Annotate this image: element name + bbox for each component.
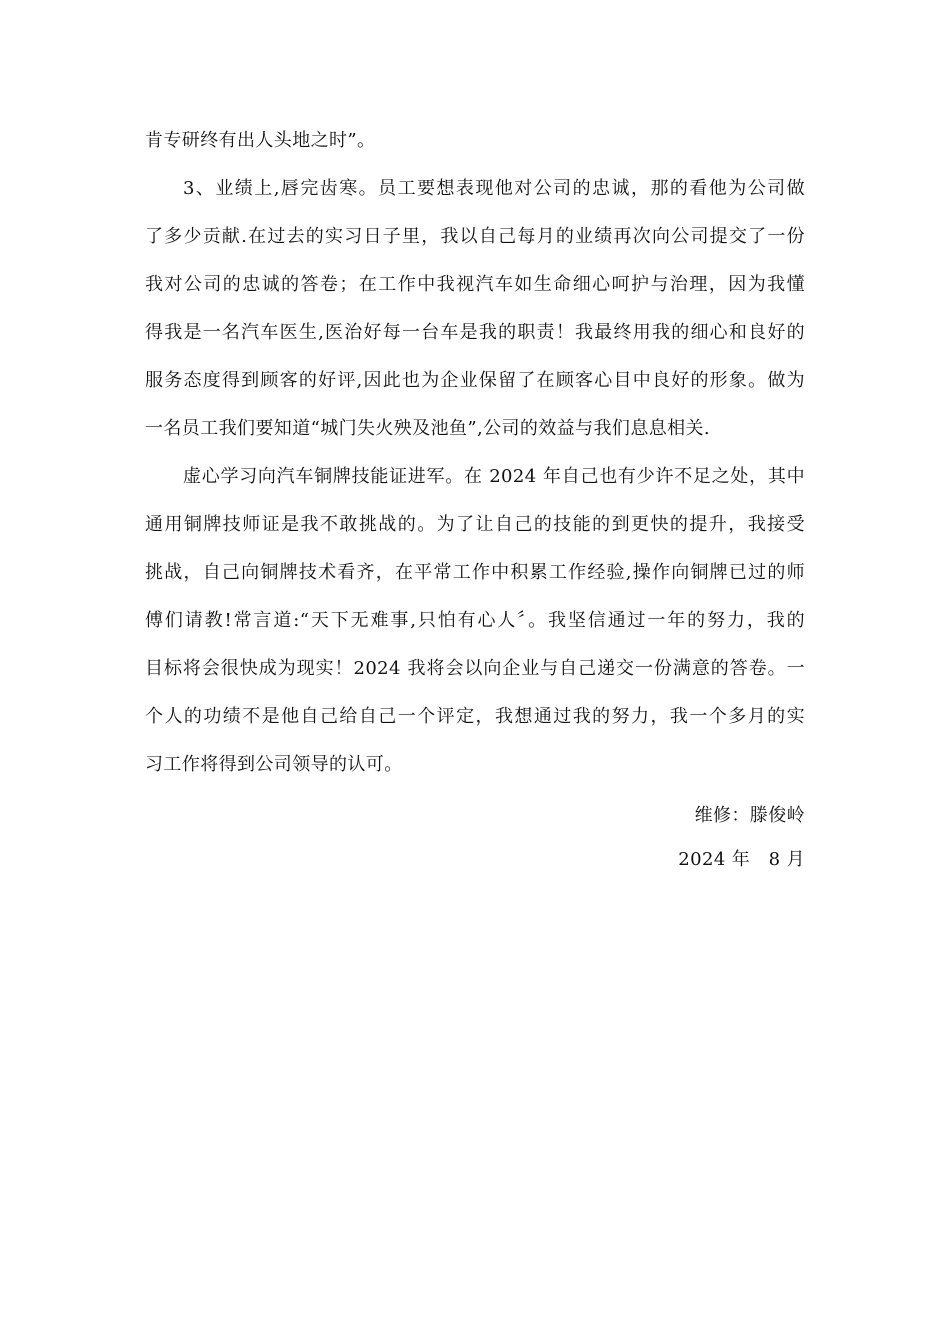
text-line: 我对公司的忠诚的答卷；在工作中我视汽车如生命细心呵护与治理，因为我懂 <box>145 274 805 295</box>
signature-date: 2024 年 8 月 <box>678 849 805 870</box>
text-line: 3、业绩上,唇完齿寒。员工要想表现他对公司的忠诚，那的看他为公司做 <box>183 178 805 199</box>
text-line: 了多少贡献.在过去的实习日子里，我以自己每月的业绩再次向公司提交了一份 <box>145 226 805 247</box>
text-line: 目标将会很快成为现实！2024 我将会以向企业与自己递交一份满意的答卷。一 <box>145 658 805 679</box>
text-line: 得我是一名汽车医生,医治好每一台车是我的职责！我最终用我的细心和良好的 <box>145 322 805 343</box>
text-line: 习工作将得到公司领导的认可。 <box>145 754 403 775</box>
paragraph-2 <box>145 165 805 453</box>
paragraph-1 <box>145 117 805 165</box>
signature-name: 维修：滕俊岭 <box>694 805 805 826</box>
text-line: 虚心学习向汽车铜牌技能证进军。在 2024 年自己也有少许不足之处，其中 <box>183 466 805 487</box>
paragraph-3 <box>145 453 805 789</box>
text-line: 一名员工我们要知道“城门失火殃及池鱼”,公司的效益与我们息息相关. <box>145 418 711 439</box>
text-line: 挑战，自己向铜牌技术看齐，在平常工作中积累工作经验,操作向铜牌已过的师 <box>145 562 805 583</box>
text-line: 服务态度得到顾客的好评,因此也为企业保留了在顾客心目中良好的形象。做为 <box>145 370 805 391</box>
text-line: 通用铜牌技师证是我不敢挑战的。为了让自己的技能的到更快的提升，我接受 <box>145 514 805 535</box>
document-body <box>145 117 805 789</box>
text-line: 傅们请教!常言道:“天下无难事,只怕有心人〞。我坚信通过一年的努力，我的 <box>145 610 805 631</box>
text-line: 肯专研终有出人头地之时”。 <box>145 130 376 151</box>
text-line: 个人的功绩不是他自己给自己一个评定，我想通过我的努力，我一个多月的实 <box>145 706 805 727</box>
